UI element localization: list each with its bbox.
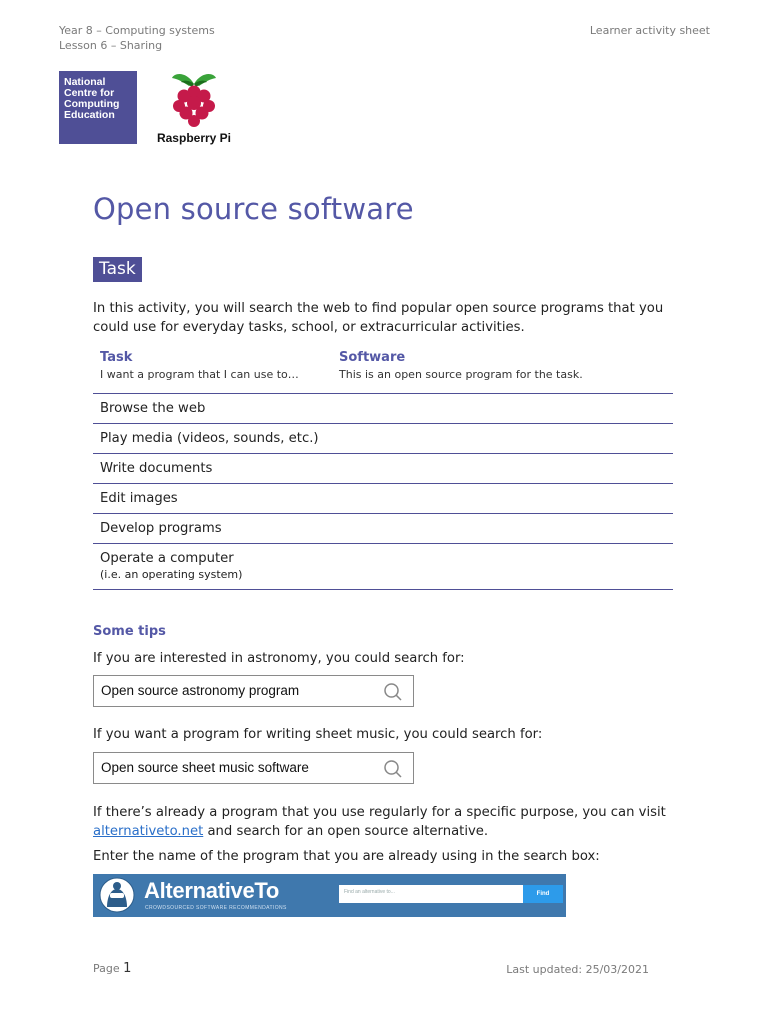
table-row <box>93 394 673 424</box>
page-number-value: 1 <box>123 961 132 976</box>
intro-paragraph: In this activity, you will search the web to find popular open source programs that you could use for everyday tasks, school, or extracurricular activities. <box>93 301 664 335</box>
search-icon <box>383 759 403 779</box>
tips-heading: Some tips <box>93 624 166 639</box>
alternativeto-mascot-icon <box>99 877 135 913</box>
alternativeto-brand: AlternativeTo <box>144 878 280 903</box>
lesson-label: Lesson 6 – Sharing <box>59 39 163 52</box>
table-row <box>93 454 673 484</box>
task-cell: Operate a computer <box>100 551 234 566</box>
table-row <box>93 544 673 590</box>
column-software-title: Software <box>339 350 406 365</box>
page-title: Open source software <box>93 192 414 226</box>
column-software <box>339 349 583 383</box>
enter-program-instruction: Enter the name of the program that you are already using in the search box: <box>93 849 600 864</box>
raspberry-icon <box>169 70 219 128</box>
column-task-subtitle: I want a program that I can use to… <box>100 368 299 381</box>
task-cell: Play media (videos, sounds, etc.) <box>100 431 319 446</box>
astronomy-search-query: Open source astronomy program <box>101 683 300 698</box>
music-search-query: Open source sheet music software <box>101 760 309 775</box>
raspberry-pi-logo <box>151 70 237 146</box>
alternativeto-search-placeholder: Find an alternative to... <box>344 889 395 895</box>
alternativeto-tip <box>93 803 683 841</box>
ncce-logo <box>59 71 137 144</box>
ncce-logo-line: Computing <box>64 98 120 110</box>
task-software-table <box>93 349 673 590</box>
astronomy-tip: If you are interested in astronomy, you could search for: <box>93 651 465 666</box>
task-cell: Write documents <box>100 461 213 476</box>
raspberry-pi-label: Raspberry Pi <box>156 131 232 145</box>
alternativeto-tip-text-end: and search for an open source alternative. <box>203 824 489 839</box>
task-cell-note: (i.e. an operating system) <box>100 568 243 581</box>
task-heading: Task <box>93 257 142 282</box>
alternativeto-tip-text: If there’s already a program that you use regularly for a specific purpose, you can visit <box>93 805 666 820</box>
page-number <box>93 961 131 976</box>
alternativeto-tagline: CROWDSOURCED SOFTWARE RECOMMENDATIONS <box>145 905 287 911</box>
task-cell: Develop programs <box>100 521 222 536</box>
ncce-logo-line: Centre for <box>64 87 115 99</box>
last-updated: Last updated: 25/03/2021 <box>506 963 649 976</box>
alternativeto-search-input[interactable] <box>339 885 523 903</box>
search-icon <box>383 682 403 702</box>
sheet-type-label: Learner activity sheet <box>589 24 710 37</box>
page-label: Page <box>93 962 120 975</box>
column-task-title: Task <box>100 350 133 365</box>
ncce-logo-line: National <box>64 76 106 88</box>
ncce-logo-line: Education <box>64 109 115 121</box>
alternativeto-find-button[interactable]: Find <box>523 885 563 903</box>
table-row <box>93 424 673 454</box>
task-cell: Edit images <box>100 491 178 506</box>
header-left <box>59 23 215 53</box>
column-software-subtitle: This is an open source program for the task. <box>339 368 583 381</box>
course-label: Year 8 – Computing systems <box>59 24 215 37</box>
task-cell: Browse the web <box>100 401 206 416</box>
music-tip: If you want a program for writing sheet music, you could search for: <box>93 727 543 742</box>
music-search-box <box>93 752 414 784</box>
table-header <box>93 349 673 394</box>
astronomy-search-box <box>93 675 414 707</box>
table-row <box>93 484 673 514</box>
column-task <box>100 349 299 383</box>
table-row <box>93 514 673 544</box>
alternativeto-link[interactable]: alternativeto.net <box>93 824 204 839</box>
alternativeto-banner <box>93 874 566 917</box>
